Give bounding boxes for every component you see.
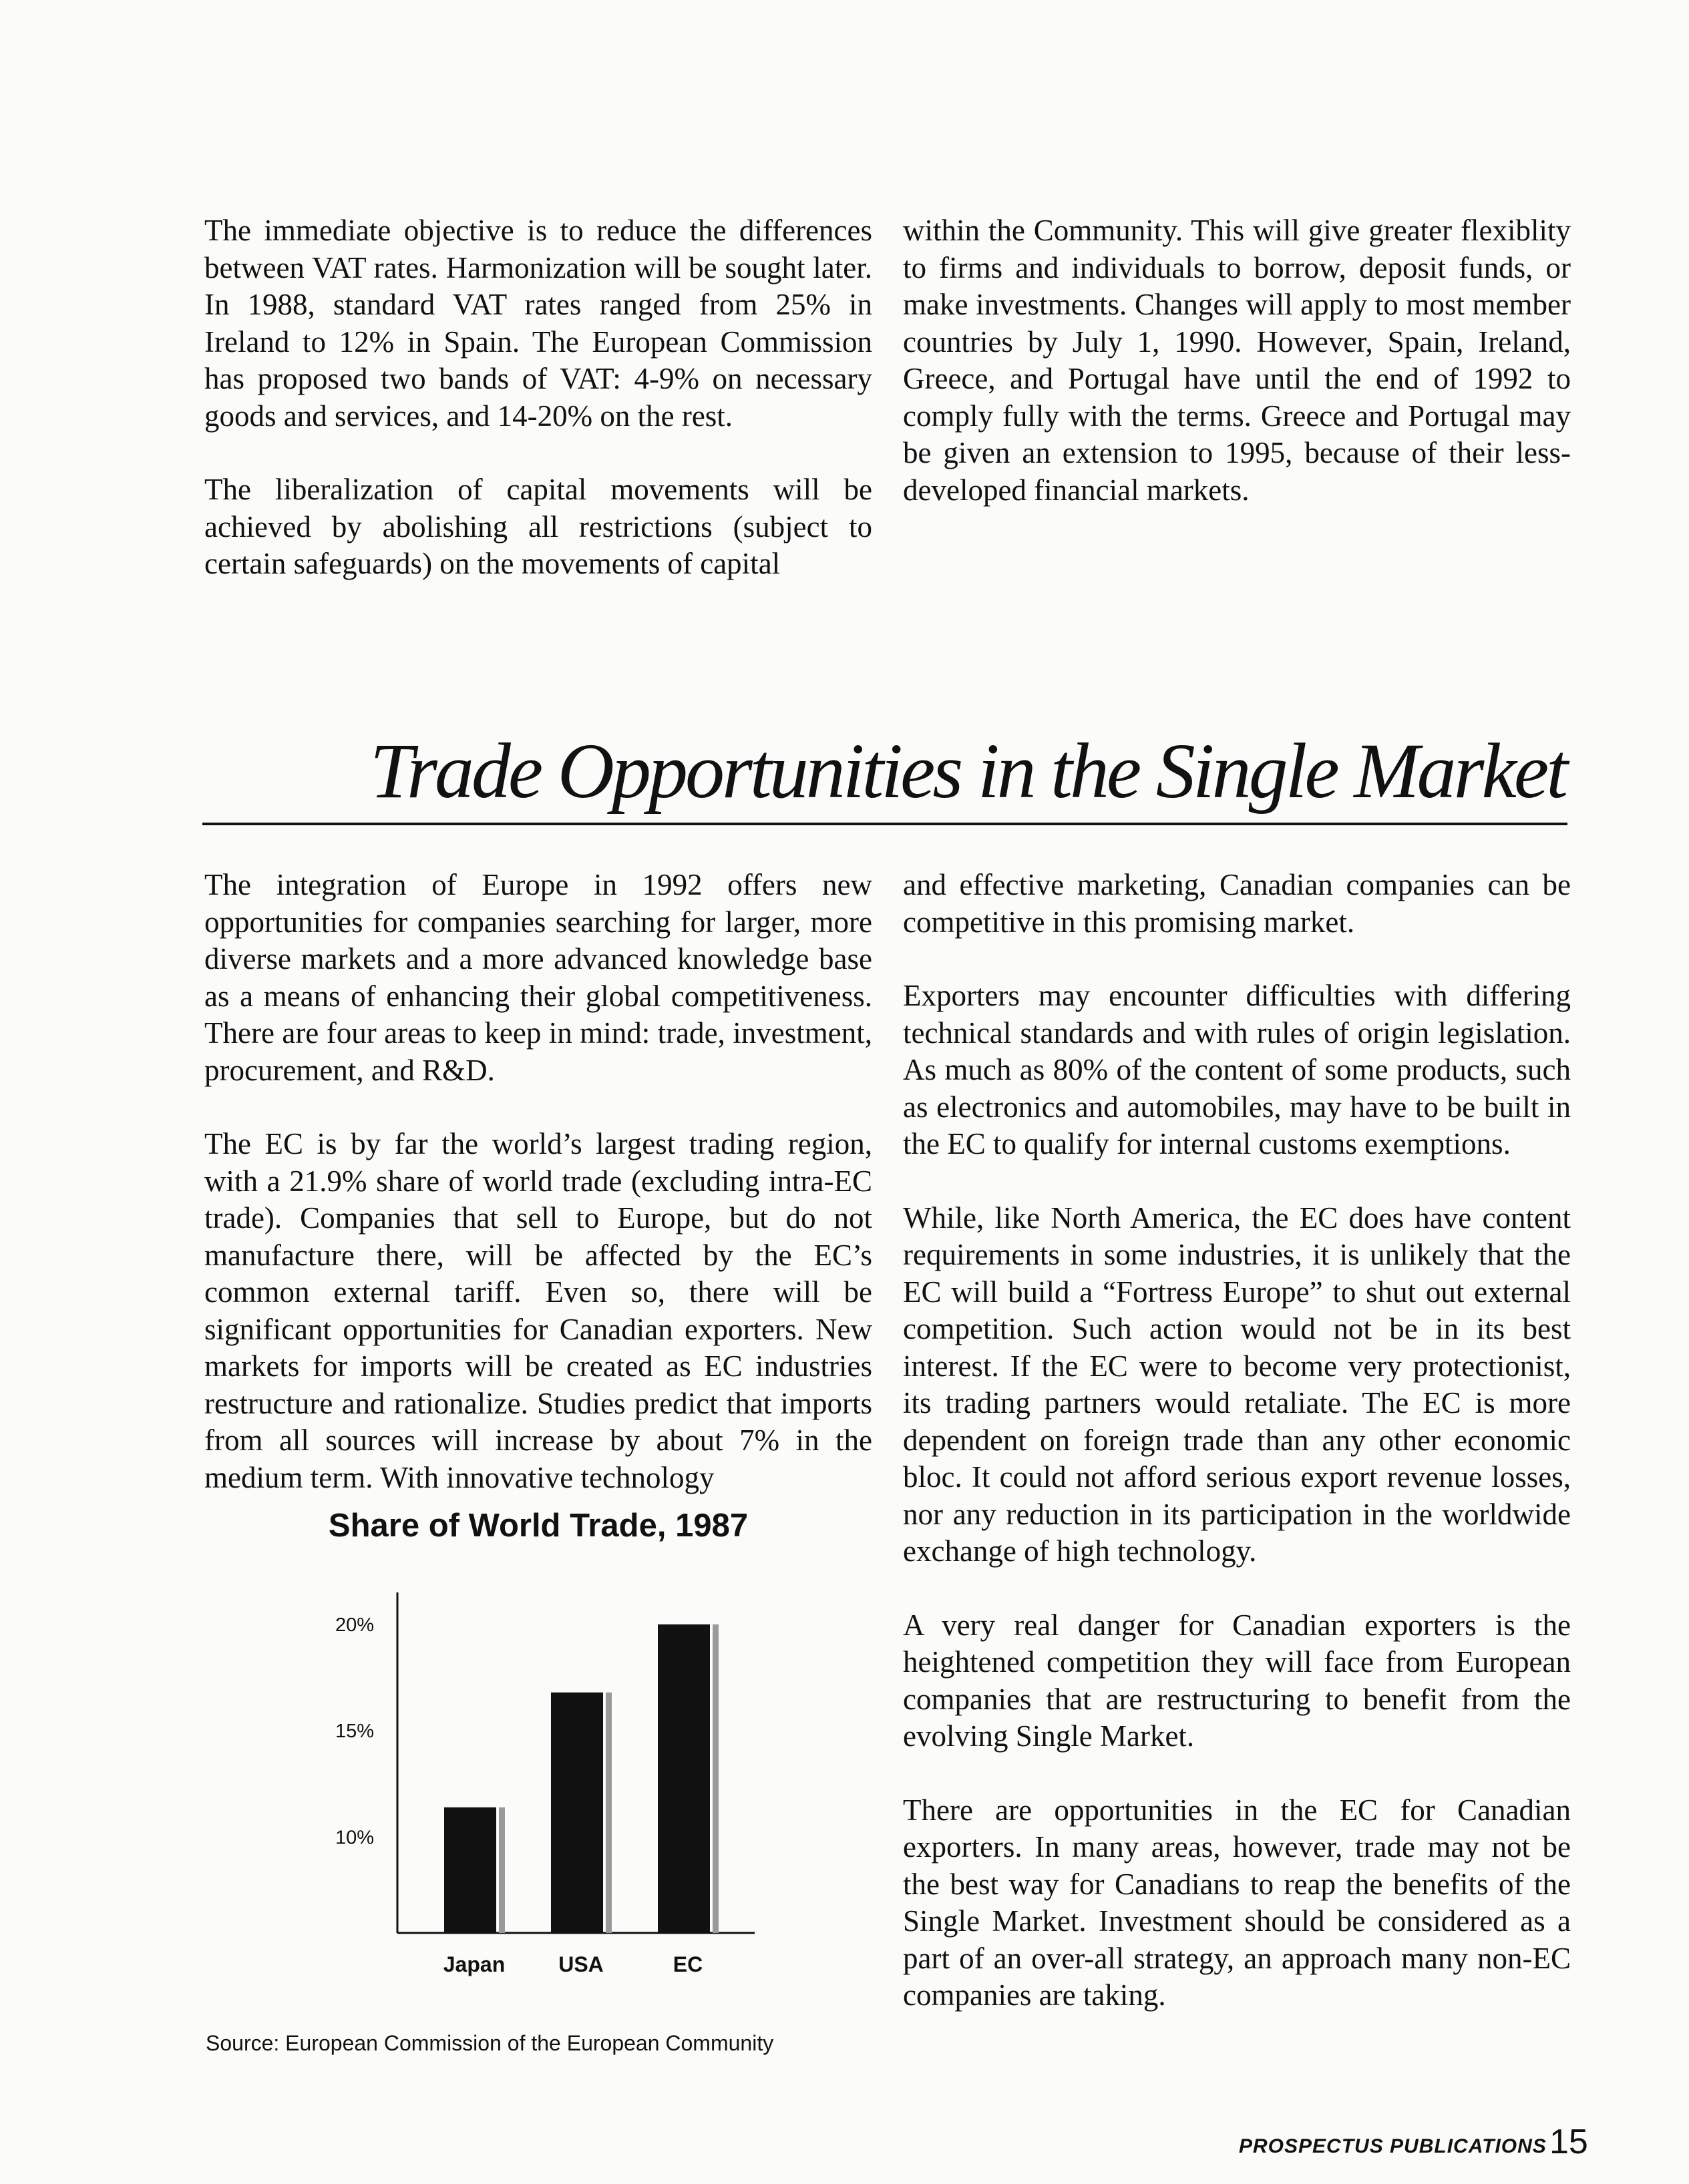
bar-usa	[551, 1693, 603, 1933]
paragraph: and effective marketing, Canadian companies can be competitive in this promising market.	[903, 868, 1571, 939]
paragraph: The immediate objective is to reduce the differences between VAT rates. Harmonization will be sought later. In 1988, standard VAT rates ranged from 25% in Ireland to 12% in Spain. The European Commission has proposed two bands of VAT: 4-9% on necessary goods and services, and 14-20% on the rest.	[204, 214, 872, 433]
x-tick-label: Japan	[443, 1952, 506, 1976]
bar-shadow-japan	[499, 1807, 505, 1933]
chart-source: Source: European Commission of the European Community	[206, 2031, 774, 2055]
x-tick-label: USA	[558, 1952, 604, 1976]
y-tick-label: 20%	[335, 1614, 374, 1636]
page-number: 15	[1549, 2123, 1588, 2161]
y-tick-label: 10%	[335, 1827, 374, 1849]
chart-title: Share of World Trade, 1987	[328, 1508, 749, 1544]
paragraph: within the Community. This will give greater flexiblity to firms and individuals to borrow, deposit funds, or make investments. Changes will apply to most member countries by July 1, 1990. However, Spain, Ireland, Greece, and Portugal have until the end of 1992 to comply fully with the terms. Greece and Portugal may be given an extension to 1995, because of their less-developed financial markets.	[903, 214, 1571, 507]
paragraph: The liberalization of capital movements will be achieved by abolishing all restrictions (subject to certain safeguards) on the movements of capital	[204, 473, 872, 580]
paragraph: A very real danger for Canadian exporters is the heightened competition they will face from European companies that are restructuring to benefit from the evolving Single Market.	[903, 1608, 1571, 1753]
section-right-column	[903, 867, 1571, 2014]
top-right-column	[903, 212, 1571, 509]
paragraph: While, like North America, the EC does have content requirements in some industries, it is unlikely that the EC will build a “Fortress Europe” to shut out external competition. Such action would not be in its best interest. If the EC were to become very protectionist, its trading partners would retaliate. The EC is more dependent on foreign trade than any other economic bloc. It could not afford serious export revenue losses, nor any reduction in its participation in the worldwide exchange of high technology.	[903, 1200, 1571, 1568]
section-heading: Trade Opportunities in the Single Market	[369, 727, 1565, 815]
paragraph: Exporters may encounter difficulties with differing technical standards and with rules of origin legislation. As much as 80% of the content of some products, such as electronics and automobiles, may have to be built in the EC to qualify for internal customs exemptions.	[903, 979, 1571, 1160]
section-left-column	[204, 867, 872, 1496]
heading-rule	[202, 823, 1567, 825]
publisher-logo: PROSPECTUS PUBLICATIONS	[1239, 2135, 1547, 2157]
paragraph: The EC is by far the world’s largest trading region, with a 21.9% share of world trade (excluding intra-EC trade). Companies that sell to Europe, but do not manufacture there, will be affected by the EC’s common external tariff. Even so, there will be significant opportunities for Canadian exporters. New markets for imports will be created as EC industries restructure and rationalize. Studies predict that imports from all sources will increase by about 7% in the medium term. With innovative technology	[204, 1127, 872, 1494]
x-tick-label: EC	[673, 1952, 703, 1976]
y-tick-label: 15%	[335, 1721, 374, 1743]
paragraph: There are opportunities in the EC for Canadian exporters. In many areas, however, trade may not be the best way for Canadians to reap the benefits of the Single Market. Investment should be considered as a part of an over-all strategy, an approach many non-EC companies are taking.	[903, 1793, 1571, 2012]
bar-chart	[294, 1576, 801, 2003]
bar-japan	[444, 1807, 496, 1933]
bar-shadow-ec	[713, 1624, 719, 1933]
top-left-column	[204, 212, 872, 583]
paragraph: The integration of Europe in 1992 offers new opportunities for companies searching for larger, more diverse markets and a more advanced knowledge base as a means of enhancing their global competitiveness. There are four areas to keep in mind: trade, investment, procurement, and R&D.	[204, 868, 872, 1087]
bar-ec	[658, 1624, 710, 1933]
bar-shadow-usa	[606, 1693, 612, 1933]
